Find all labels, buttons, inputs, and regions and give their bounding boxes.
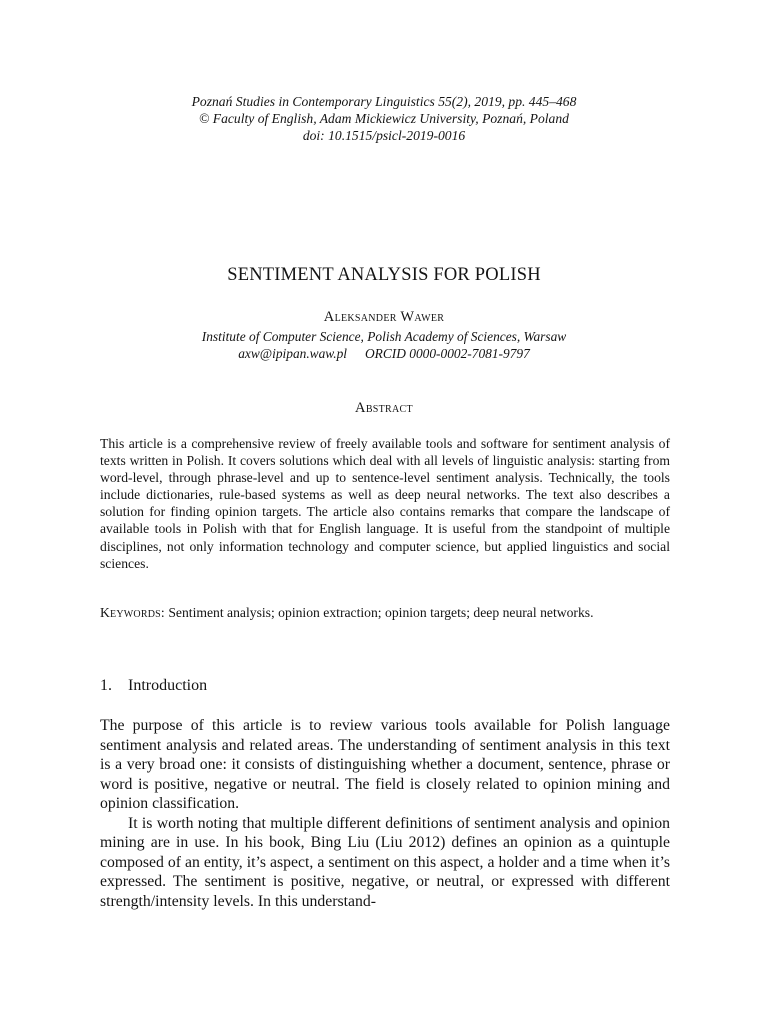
abstract-heading: Abstract (355, 400, 413, 416)
section-body (100, 716, 670, 911)
section-number: 1. (100, 677, 112, 694)
paper-title: SENTIMENT ANALYSIS FOR POLISH (227, 265, 541, 285)
section-heading (100, 677, 207, 695)
author-orcid: ORCID 0000-0002-7081-9797 (365, 346, 530, 361)
body-paragraph: The purpose of this article is to review various tools available for Polish language sentiment analysis and related areas. The understanding of sentiment analysis in this text is a very broad one: it consists of distinguishing whether a document, sentence, phrase or word is positive, negative or neutral. The field is closely related to opinion mining and opinion classification. (100, 717, 670, 812)
keywords-label: Keywords: (100, 605, 165, 620)
journal-citation: Poznań Studies in Contemporary Linguistics 55(2), 2019, pp. 445–468 (191, 94, 577, 109)
section-title: Introduction (128, 677, 208, 694)
copyright-notice: © Faculty of English, Adam Mickiewicz University, Poznań, Poland (199, 111, 569, 126)
journal-header (0, 93, 768, 144)
author-info (0, 328, 768, 362)
body-paragraph: It is worth noting that multiple different definitions of sentiment analysis and opinion mining are in use. In his book, Bing Liu (Liu 2012) defines an opinion as a quintuple composed of an entity, it’s aspect, a sentiment on this aspect, a holder and a time when it’s expressed. The sentiment is positive, negative, or neutral, or expressed with different strength/intensity levels. In this understand- (100, 814, 670, 910)
author-name: Aleksander Wawer (323, 309, 445, 325)
keywords-text: Sentiment analysis; opinion extraction; opinion targets; deep neural networks. (168, 605, 594, 620)
author-email: axw@ipipan.waw.pl (238, 346, 348, 361)
doi: doi: 10.1515/psicl-2019-0016 (302, 128, 466, 143)
author-contact (0, 345, 768, 362)
abstract-text: This article is a comprehensive review of freely available tools and software for sentiment analysis of texts written in Polish. It covers solutions which deal with all levels of linguistic analysis: starting from word-level, through phrase-level and up to sentence-level sentiment analysis. Technically, the tools include dictionaries, rule-based systems as well as deep neural networks. The text also describes a solution for finding opinion targets. The article also contains remarks that compare the landscape of available tools in Polish with that for English language. It is useful from the standpoint of multiple disciplines, not only information technology and computer science, but applied linguistics and social sciences. (100, 436, 670, 571)
author-affiliation: Institute of Computer Science, Polish Academy of Sciences, Warsaw (201, 329, 567, 344)
keywords (100, 604, 670, 621)
